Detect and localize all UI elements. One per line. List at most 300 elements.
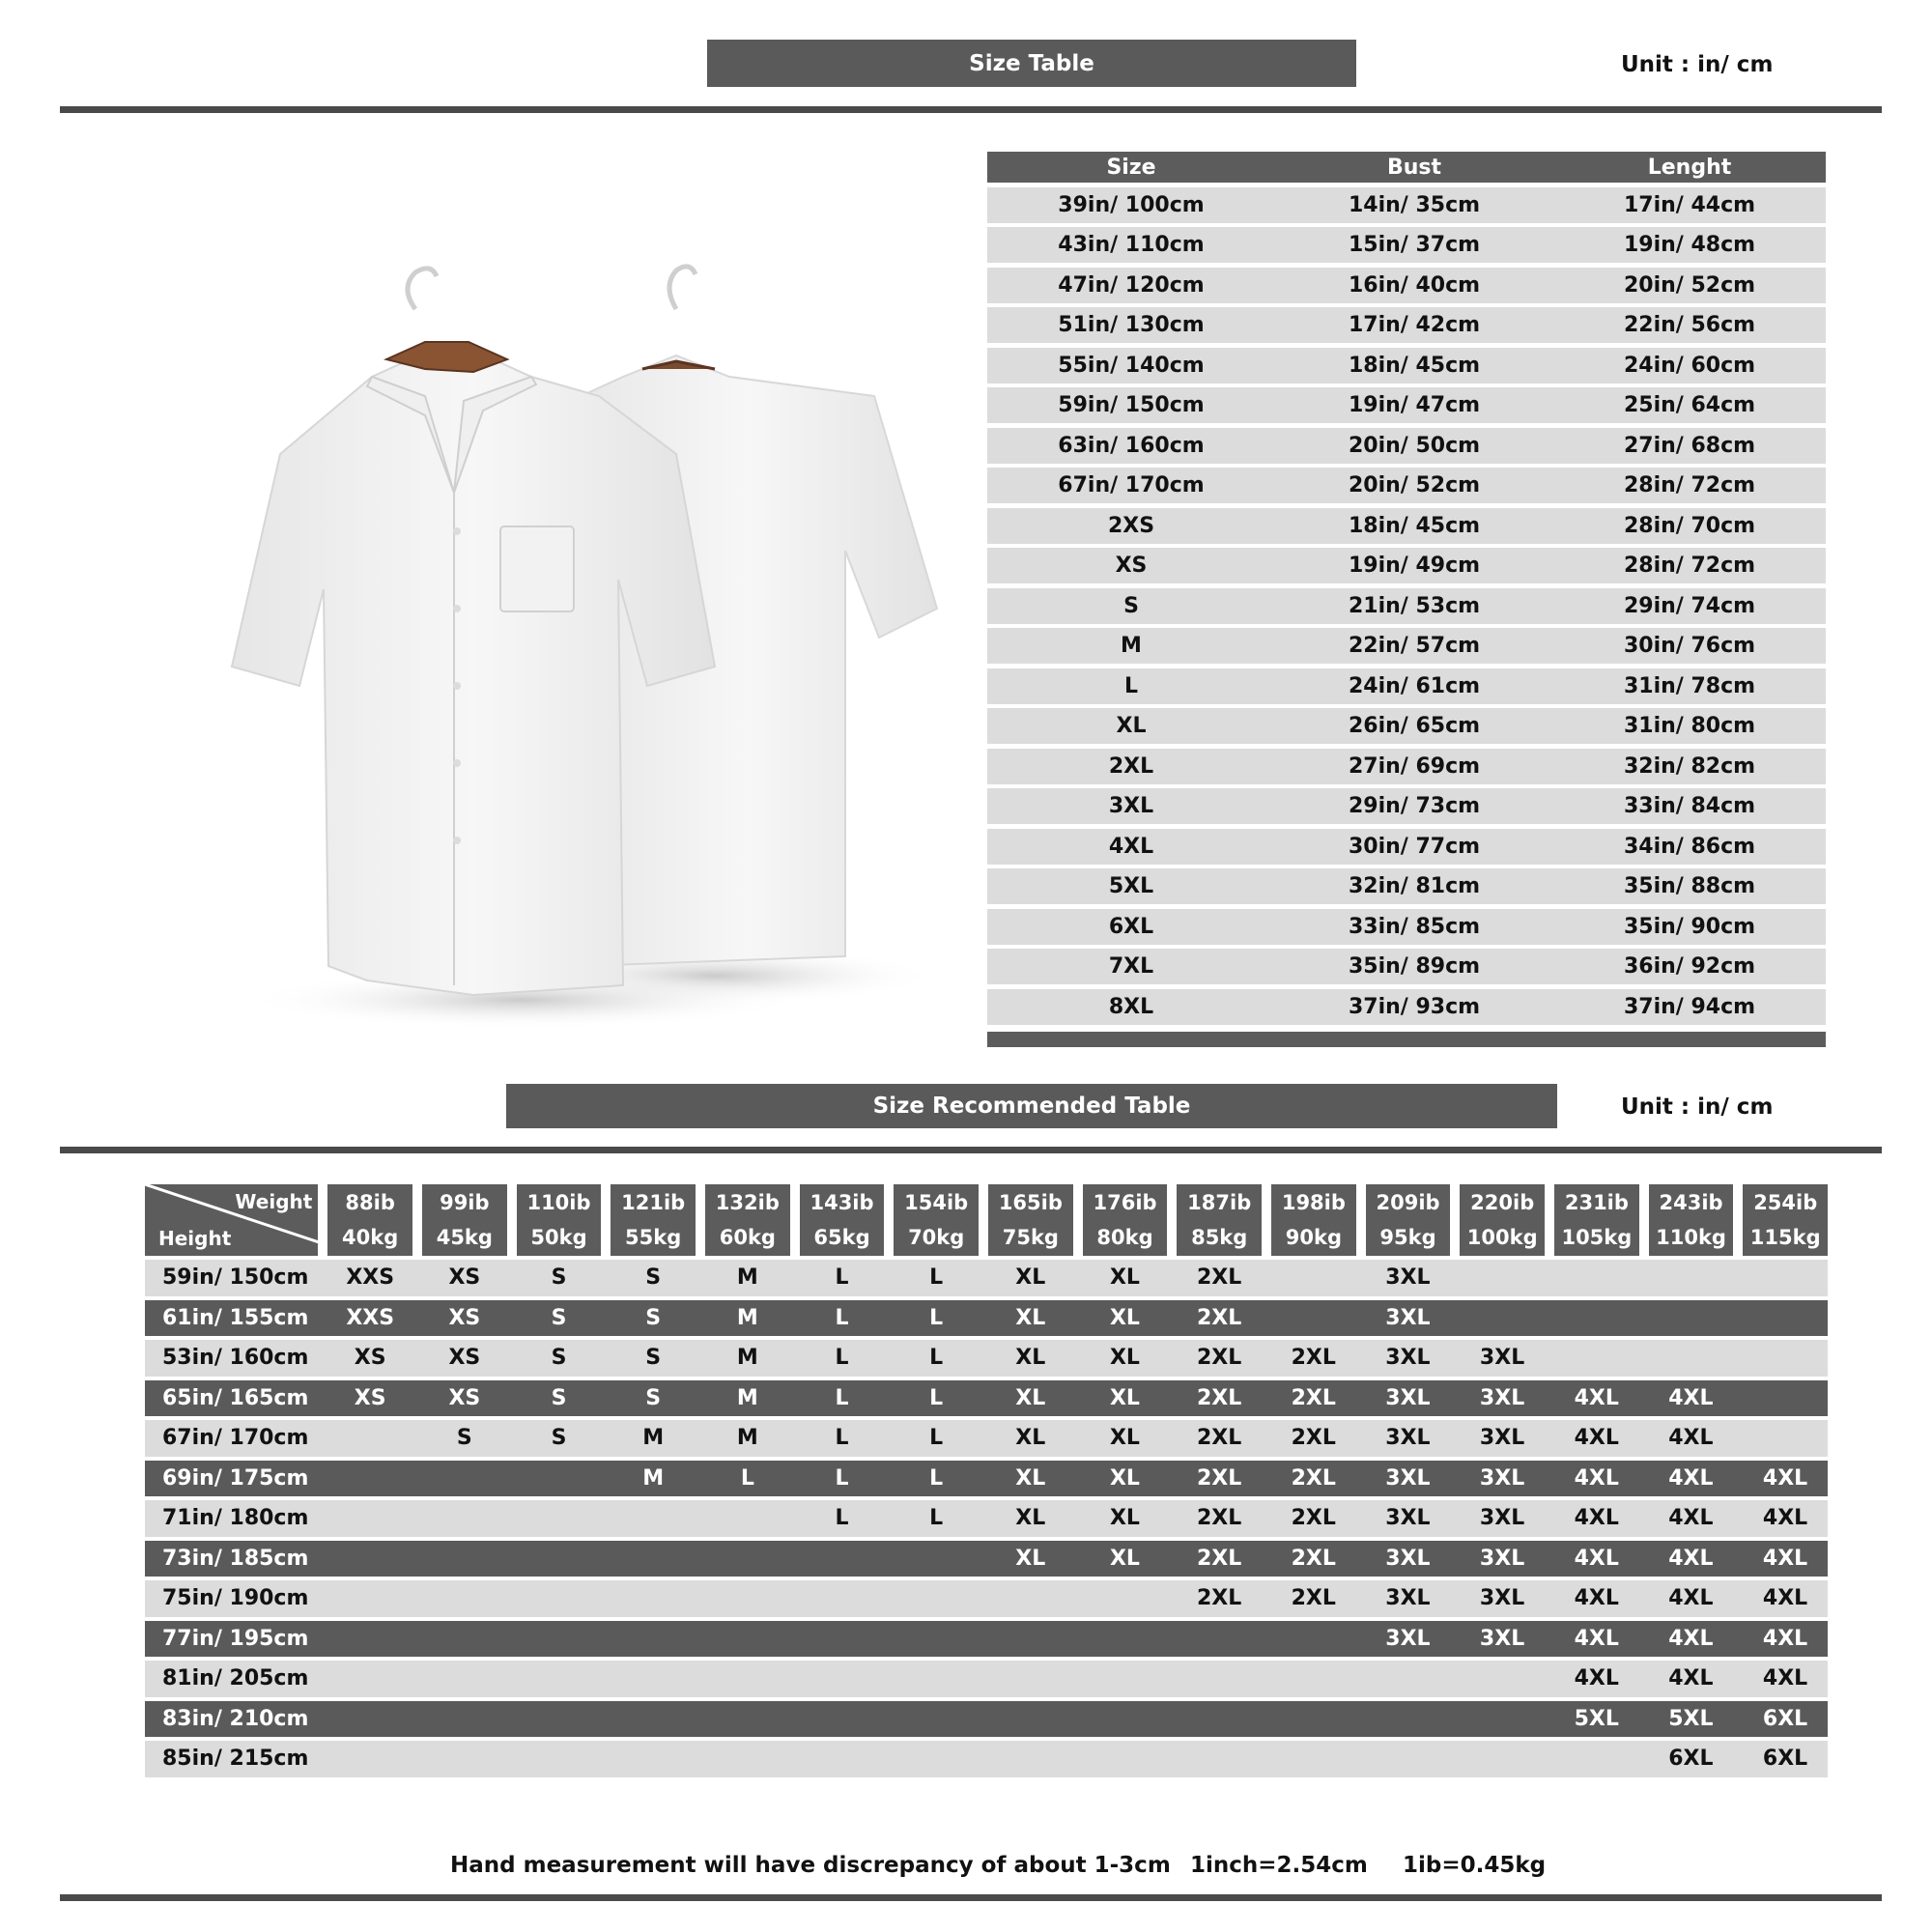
- recommended-size-cell: [412, 1461, 507, 1497]
- recommended-size-cell: 2XL: [1196, 1546, 1242, 1571]
- recommended-size-cell: 4XL: [1762, 1546, 1808, 1571]
- recommended-size-cell: 2XL: [1196, 1506, 1242, 1531]
- recommended-size-cell: 2XL: [1291, 1385, 1336, 1410]
- recommended-size-cell: XL: [1109, 1265, 1140, 1291]
- size-table-footer-bar: [987, 1032, 1826, 1047]
- length-cell: 30in/ 76cm: [1623, 634, 1756, 658]
- recommended-size-cell: [1545, 1300, 1639, 1337]
- recommended-size-cell: [696, 1580, 790, 1617]
- recommended-size-cell: 2XL: [1196, 1346, 1242, 1371]
- weight-header-cell: [1460, 1184, 1545, 1256]
- recommended-size-cell: 4XL: [1574, 1626, 1619, 1651]
- size-table-row: [987, 668, 1826, 704]
- recommended-size-cell: XL: [1109, 1426, 1140, 1451]
- weight-header-cell: [1177, 1184, 1262, 1256]
- recommended-size-cell: 6XL: [1762, 1747, 1808, 1772]
- recommended-size-cell: 4XL: [1574, 1426, 1619, 1451]
- size-cell: 7XL: [1108, 954, 1154, 979]
- length-cell: 37in/ 94cm: [1623, 994, 1756, 1019]
- recommended-size-cell: [979, 1580, 1073, 1617]
- recommended-size-cell: 3XL: [1479, 1546, 1525, 1571]
- recommended-size-cell: S: [645, 1305, 662, 1330]
- weight-header-cell: [517, 1184, 602, 1256]
- recommended-table-unit: Unit : in/ cm: [1621, 1094, 1774, 1120]
- weight-kg: 60kg: [719, 1226, 776, 1249]
- recommended-size-cell: [507, 1541, 602, 1577]
- length-cell: 19in/ 48cm: [1623, 233, 1756, 257]
- recommended-size-cell: S: [551, 1305, 567, 1330]
- recommended-size-cell: 3XL: [1479, 1346, 1525, 1371]
- recommended-size-cell: [507, 1621, 602, 1658]
- bust-cell: 37in/ 93cm: [1348, 994, 1481, 1019]
- size-cell: 67in/ 170cm: [1058, 473, 1205, 497]
- bust-cell: 16in/ 40cm: [1348, 272, 1481, 298]
- recommended-size-cell: [979, 1621, 1073, 1658]
- shirt-illustration: [135, 261, 966, 1034]
- recommended-size-cell: 4XL: [1762, 1506, 1808, 1531]
- recommended-size-cell: XS: [448, 1346, 481, 1371]
- bust-cell: 19in/ 47cm: [1348, 393, 1481, 417]
- recommended-size-cell: [412, 1701, 507, 1738]
- recommended-size-cell: S: [456, 1426, 472, 1451]
- recommended-size-cell: L: [740, 1465, 754, 1491]
- size-cell: 5XL: [1108, 874, 1154, 898]
- size-table-header: [987, 152, 1826, 183]
- size-table-row: [987, 348, 1826, 384]
- size-table-row: [987, 868, 1826, 904]
- recommended-size-cell: [1167, 1661, 1262, 1697]
- recommended-size-cell: 2XL: [1291, 1586, 1336, 1611]
- recommended-size-cell: M: [736, 1426, 758, 1451]
- recommended-size-cell: [1167, 1741, 1262, 1777]
- recommended-size-cell: XL: [1015, 1465, 1046, 1491]
- recommended-size-cell: 4XL: [1762, 1586, 1808, 1611]
- bust-cell: 32in/ 81cm: [1348, 874, 1481, 898]
- recommended-size-cell: [507, 1500, 602, 1537]
- recommended-size-cell: L: [929, 1385, 944, 1410]
- bust-cell: 20in/ 50cm: [1348, 433, 1481, 458]
- recommended-size-cell: 3XL: [1479, 1506, 1525, 1531]
- recommended-size-cell: XS: [448, 1265, 481, 1291]
- recommended-size-cell: XXS: [346, 1305, 395, 1330]
- recommended-size-cell: 4XL: [1668, 1586, 1714, 1611]
- weight-kg: 40kg: [342, 1226, 399, 1249]
- recommended-size-cell: [1073, 1701, 1168, 1738]
- weight-header-cell: [1366, 1184, 1451, 1256]
- recommended-size-cell: S: [551, 1385, 567, 1410]
- recommended-size-cell: [1073, 1661, 1168, 1697]
- recommended-size-cell: [1356, 1661, 1451, 1697]
- corner-cell: [145, 1184, 318, 1256]
- recommended-size-cell: [318, 1580, 412, 1617]
- size-table-row: [987, 187, 1826, 223]
- weight-header-cell: [800, 1184, 885, 1256]
- recommended-size-cell: [790, 1541, 885, 1577]
- length-cell: 34in/ 86cm: [1623, 834, 1756, 859]
- header-size: Size: [1106, 155, 1156, 180]
- bust-cell: 30in/ 77cm: [1348, 834, 1481, 859]
- recommended-size-cell: [1356, 1701, 1451, 1738]
- recommended-row: [145, 1420, 1828, 1457]
- weight-lb: 143ib: [810, 1191, 874, 1214]
- recommended-size-cell: 4XL: [1668, 1426, 1714, 1451]
- recommended-size-cell: L: [929, 1426, 944, 1451]
- recommended-size-cell: 3XL: [1385, 1626, 1431, 1651]
- recommended-size-cell: [790, 1580, 885, 1617]
- size-table-row: [987, 387, 1826, 423]
- weight-header-cell: [327, 1184, 412, 1256]
- recommended-size-cell: [1733, 1300, 1828, 1337]
- recommended-size-cell: XL: [1015, 1385, 1046, 1410]
- recommended-size-cell: M: [642, 1465, 665, 1491]
- weight-kg: 50kg: [530, 1226, 587, 1249]
- recommended-size-cell: XL: [1109, 1346, 1140, 1371]
- recommended-size-cell: XS: [354, 1385, 386, 1410]
- recommended-size-cell: [601, 1701, 696, 1738]
- recommended-size-cell: [412, 1541, 507, 1577]
- bust-cell: 15in/ 37cm: [1348, 233, 1481, 257]
- weight-lb: 99ib: [440, 1191, 490, 1214]
- size-table-title: Size Table: [707, 40, 1356, 87]
- weight-lb: 165ib: [998, 1191, 1063, 1214]
- length-cell: 25in/ 64cm: [1623, 393, 1756, 417]
- recommended-size-cell: 3XL: [1479, 1385, 1525, 1410]
- recommended-size-cell: L: [835, 1465, 849, 1491]
- length-cell: 28in/ 70cm: [1623, 513, 1756, 538]
- size-table-row: [987, 307, 1826, 343]
- bust-cell: 14in/ 35cm: [1348, 192, 1481, 217]
- recommended-size-cell: [318, 1661, 412, 1697]
- recommended-size-cell: [412, 1500, 507, 1537]
- recommended-size-cell: [1167, 1701, 1262, 1738]
- recommended-size-cell: 3XL: [1385, 1546, 1431, 1571]
- recommended-size-cell: [1262, 1621, 1356, 1658]
- recommended-table-title: Size Recommended Table: [506, 1084, 1557, 1128]
- recommended-size-cell: 3XL: [1385, 1305, 1431, 1330]
- recommended-size-cell: [1545, 1741, 1639, 1777]
- weight-header-cell: [1649, 1184, 1734, 1256]
- recommended-size-cell: 4XL: [1668, 1626, 1714, 1651]
- recommended-size-cell: XL: [1109, 1546, 1140, 1571]
- size-table-row: [987, 468, 1826, 503]
- recommended-size-cell: XS: [448, 1305, 481, 1330]
- weight-kg: 95kg: [1379, 1226, 1436, 1249]
- recommended-size-cell: S: [645, 1346, 662, 1371]
- recommended-size-cell: [1639, 1340, 1734, 1377]
- size-table-row: [987, 628, 1826, 664]
- recommended-size-cell: [1167, 1621, 1262, 1658]
- recommended-size-cell: 3XL: [1385, 1506, 1431, 1531]
- recommended-size-cell: [696, 1741, 790, 1777]
- weight-lb: 132ib: [715, 1191, 780, 1214]
- recommended-size-cell: M: [736, 1305, 758, 1330]
- recommended-size-cell: [790, 1661, 885, 1697]
- recommended-row: [145, 1701, 1828, 1738]
- recommended-size-cell: [790, 1621, 885, 1658]
- recommended-size-cell: S: [551, 1346, 567, 1371]
- recommended-size-cell: [1262, 1300, 1356, 1337]
- size-table-row: [987, 788, 1826, 824]
- recommended-size-cell: 4XL: [1574, 1546, 1619, 1571]
- measurement-note: Hand measurement will have discrepancy of about 1-3cm: [450, 1853, 1171, 1878]
- bust-cell: 20in/ 52cm: [1348, 473, 1481, 497]
- recommended-size-cell: [1450, 1300, 1545, 1337]
- length-cell: 35in/ 88cm: [1623, 874, 1756, 898]
- length-cell: 28in/ 72cm: [1623, 554, 1756, 578]
- recommended-size-cell: [1262, 1661, 1356, 1697]
- recommended-size-cell: 3XL: [1385, 1465, 1431, 1491]
- header-bust: Bust: [1386, 155, 1442, 180]
- bust-cell: 26in/ 65cm: [1348, 714, 1481, 738]
- recommended-size-cell: [318, 1621, 412, 1658]
- recommended-size-cell: [412, 1661, 507, 1697]
- recommended-size-cell: [412, 1741, 507, 1777]
- recommended-row: [145, 1260, 1828, 1296]
- height-cell: 77in/ 195cm: [162, 1626, 309, 1651]
- recommended-size-cell: 4XL: [1668, 1666, 1714, 1691]
- length-cell: 22in/ 56cm: [1623, 313, 1756, 337]
- recommended-size-cell: [1450, 1741, 1545, 1777]
- recommended-row: [145, 1300, 1828, 1337]
- height-cell: 65in/ 165cm: [162, 1385, 309, 1410]
- size-cell: 8XL: [1108, 994, 1154, 1019]
- size-table-row: [987, 548, 1826, 583]
- recommended-size-cell: S: [551, 1265, 567, 1291]
- bust-cell: 24in/ 61cm: [1348, 673, 1481, 698]
- recommended-size-cell: [696, 1621, 790, 1658]
- recommended-size-cell: [1733, 1420, 1828, 1457]
- bust-cell: 17in/ 42cm: [1348, 313, 1481, 337]
- bust-cell: 19in/ 49cm: [1348, 554, 1481, 578]
- recommended-size-cell: [318, 1500, 412, 1537]
- recommended-size-cell: [507, 1701, 602, 1738]
- bust-cell: 35in/ 89cm: [1348, 954, 1481, 979]
- recommended-size-cell: [1733, 1340, 1828, 1377]
- size-cell: 47in/ 120cm: [1058, 272, 1205, 298]
- height-cell: 75in/ 190cm: [162, 1586, 309, 1611]
- recommended-size-cell: 2XL: [1196, 1305, 1242, 1330]
- bust-cell: 18in/ 45cm: [1348, 513, 1481, 538]
- recommended-size-cell: [601, 1541, 696, 1577]
- recommended-size-cell: L: [835, 1265, 849, 1291]
- recommended-size-cell: [318, 1420, 412, 1457]
- recommended-size-cell: [1356, 1741, 1451, 1777]
- recommended-size-cell: 4XL: [1574, 1666, 1619, 1691]
- recommended-size-cell: [696, 1500, 790, 1537]
- size-table-row: [987, 588, 1826, 624]
- length-cell: 31in/ 78cm: [1623, 673, 1756, 698]
- weight-lb: 243ib: [1659, 1191, 1723, 1214]
- recommended-size-cell: M: [736, 1385, 758, 1410]
- weight-kg: 90kg: [1285, 1226, 1342, 1249]
- recommended-size-cell: 4XL: [1574, 1385, 1619, 1410]
- recommended-size-cell: [1262, 1260, 1356, 1296]
- size-cell: M: [1121, 634, 1142, 658]
- recommended-size-cell: [790, 1701, 885, 1738]
- size-cell: 6XL: [1108, 914, 1154, 939]
- weight-kg: 75kg: [1002, 1226, 1059, 1249]
- length-cell: 31in/ 80cm: [1623, 714, 1756, 738]
- recommended-size-cell: [1262, 1741, 1356, 1777]
- recommended-size-cell: [1545, 1340, 1639, 1377]
- recommended-size-cell: 2XL: [1196, 1385, 1242, 1410]
- weight-header-cell: [1083, 1184, 1168, 1256]
- recommended-row: [145, 1741, 1828, 1777]
- recommended-size-cell: [979, 1701, 1073, 1738]
- recommended-size-cell: 3XL: [1479, 1465, 1525, 1491]
- recommended-size-cell: 3XL: [1479, 1626, 1525, 1651]
- weight-kg: 65kg: [813, 1226, 870, 1249]
- recommended-size-cell: [318, 1541, 412, 1577]
- recommended-size-cell: [601, 1661, 696, 1697]
- weight-header-cell: [988, 1184, 1073, 1256]
- recommended-size-cell: [1450, 1701, 1545, 1738]
- height-cell: 69in/ 175cm: [162, 1465, 309, 1491]
- recommended-size-cell: [601, 1580, 696, 1617]
- recommended-size-cell: 2XL: [1291, 1426, 1336, 1451]
- corner-height-label: Height: [158, 1227, 232, 1250]
- size-table-row: [987, 268, 1826, 303]
- weight-lb: 198ib: [1281, 1191, 1346, 1214]
- recommended-size-cell: M: [736, 1346, 758, 1371]
- recommended-size-cell: L: [929, 1265, 944, 1291]
- recommended-size-cell: 4XL: [1668, 1546, 1714, 1571]
- recommended-row: [145, 1621, 1828, 1658]
- recommended-size-cell: [412, 1580, 507, 1617]
- recommended-size-cell: [884, 1741, 979, 1777]
- recommended-size-cell: [601, 1621, 696, 1658]
- recommended-size-cell: XS: [354, 1346, 386, 1371]
- recommended-size-cell: [1073, 1580, 1168, 1617]
- height-cell: 85in/ 215cm: [162, 1747, 309, 1772]
- weight-lb: 154ib: [904, 1191, 969, 1214]
- length-cell: 28in/ 72cm: [1623, 473, 1756, 497]
- recommended-size-cell: XS: [448, 1385, 481, 1410]
- recommended-size-cell: XL: [1015, 1426, 1046, 1451]
- recommended-size-cell: [884, 1621, 979, 1658]
- size-table-unit: Unit : in/ cm: [1621, 52, 1774, 77]
- recommended-row: [145, 1580, 1828, 1617]
- recommended-size-cell: 2XL: [1291, 1346, 1336, 1371]
- size-cell: 2XS: [1107, 513, 1155, 538]
- size-cell: 51in/ 130cm: [1058, 313, 1205, 337]
- recommended-size-cell: 2XL: [1291, 1465, 1336, 1491]
- recommended-size-cell: [1450, 1260, 1545, 1296]
- height-cell: 73in/ 185cm: [162, 1546, 309, 1571]
- recommended-size-cell: L: [929, 1305, 944, 1330]
- recommended-size-cell: L: [835, 1506, 849, 1531]
- bust-cell: 33in/ 85cm: [1348, 914, 1481, 939]
- bust-cell: 27in/ 69cm: [1348, 753, 1481, 779]
- size-cell: 2XL: [1108, 753, 1154, 779]
- weight-lb: 176ib: [1093, 1191, 1157, 1214]
- recommended-row: [145, 1661, 1828, 1697]
- weight-header-cell: [705, 1184, 790, 1256]
- size-table-row: [987, 989, 1826, 1025]
- recommended-size-cell: 4XL: [1668, 1385, 1714, 1410]
- size-cell: 4XL: [1108, 834, 1154, 859]
- length-cell: 20in/ 52cm: [1623, 272, 1756, 298]
- corner-weight-label: Weight: [235, 1190, 313, 1213]
- recommended-size-cell: L: [835, 1305, 849, 1330]
- recommended-size-cell: [1262, 1701, 1356, 1738]
- recommended-size-cell: [696, 1701, 790, 1738]
- size-cell: XL: [1116, 714, 1147, 738]
- recommended-size-cell: L: [835, 1346, 849, 1371]
- size-cell: 39in/ 100cm: [1058, 192, 1205, 217]
- recommended-size-cell: [1073, 1741, 1168, 1777]
- height-cell: 59in/ 150cm: [162, 1265, 309, 1291]
- recommended-size-cell: M: [736, 1265, 758, 1291]
- recommended-size-cell: L: [835, 1426, 849, 1451]
- size-cell: 55in/ 140cm: [1058, 353, 1205, 378]
- recommended-size-cell: 3XL: [1385, 1586, 1431, 1611]
- recommended-size-cell: XXS: [346, 1265, 395, 1291]
- size-table: [987, 152, 1826, 1047]
- height-cell: 71in/ 180cm: [162, 1506, 309, 1531]
- height-cell: 61in/ 155cm: [162, 1305, 309, 1330]
- recommended-row: [145, 1340, 1828, 1377]
- pound-conversion: 1ib=0.45kg: [1403, 1853, 1547, 1878]
- length-cell: 33in/ 84cm: [1623, 794, 1756, 818]
- recommended-size-cell: [1639, 1260, 1734, 1296]
- height-cell: 67in/ 170cm: [162, 1426, 309, 1451]
- recommended-table-header: [145, 1184, 1828, 1256]
- inch-conversion: 1inch=2.54cm: [1190, 1853, 1368, 1878]
- recommended-size-cell: XL: [1109, 1385, 1140, 1410]
- recommended-size-cell: 5XL: [1574, 1706, 1619, 1731]
- recommended-size-cell: 4XL: [1574, 1506, 1619, 1531]
- recommended-size-cell: [884, 1541, 979, 1577]
- bust-cell: 22in/ 57cm: [1348, 634, 1481, 658]
- size-table-row: [987, 909, 1826, 945]
- recommended-size-cell: [601, 1741, 696, 1777]
- recommended-size-cell: M: [642, 1426, 665, 1451]
- size-table-row: [987, 508, 1826, 544]
- weight-kg: 110kg: [1656, 1226, 1726, 1249]
- recommended-size-cell: XL: [1015, 1265, 1046, 1291]
- weight-kg: 105kg: [1561, 1226, 1633, 1249]
- size-cell: XS: [1115, 554, 1148, 578]
- recommended-size-cell: [412, 1621, 507, 1658]
- height-cell: 81in/ 205cm: [162, 1666, 309, 1691]
- recommended-table-body: [145, 1260, 1828, 1777]
- recommended-size-cell: [979, 1741, 1073, 1777]
- footer-note: [0, 1853, 1932, 1886]
- recommended-size-cell: S: [551, 1426, 567, 1451]
- recommended-size-cell: [1545, 1260, 1639, 1296]
- recommended-size-cell: [507, 1661, 602, 1697]
- length-cell: 29in/ 74cm: [1623, 593, 1756, 618]
- length-cell: 35in/ 90cm: [1623, 914, 1756, 939]
- bust-cell: 18in/ 45cm: [1348, 353, 1481, 378]
- size-table-row: [987, 829, 1826, 865]
- recommended-size-cell: XL: [1109, 1305, 1140, 1330]
- recommended-size-cell: [979, 1661, 1073, 1697]
- recommended-size-cell: [318, 1701, 412, 1738]
- weight-lb: 209ib: [1376, 1191, 1440, 1214]
- size-cell: 43in/ 110cm: [1058, 233, 1205, 257]
- recommended-size-cell: [884, 1661, 979, 1697]
- recommended-size-cell: 2XL: [1196, 1586, 1242, 1611]
- recommended-size-cell: 3XL: [1385, 1265, 1431, 1291]
- recommended-row: [145, 1500, 1828, 1537]
- recommended-size-cell: XL: [1015, 1506, 1046, 1531]
- length-cell: 32in/ 82cm: [1623, 753, 1756, 779]
- weight-lb: 88ib: [345, 1191, 395, 1214]
- recommended-size-cell: [1073, 1621, 1168, 1658]
- length-cell: 24in/ 60cm: [1623, 353, 1756, 378]
